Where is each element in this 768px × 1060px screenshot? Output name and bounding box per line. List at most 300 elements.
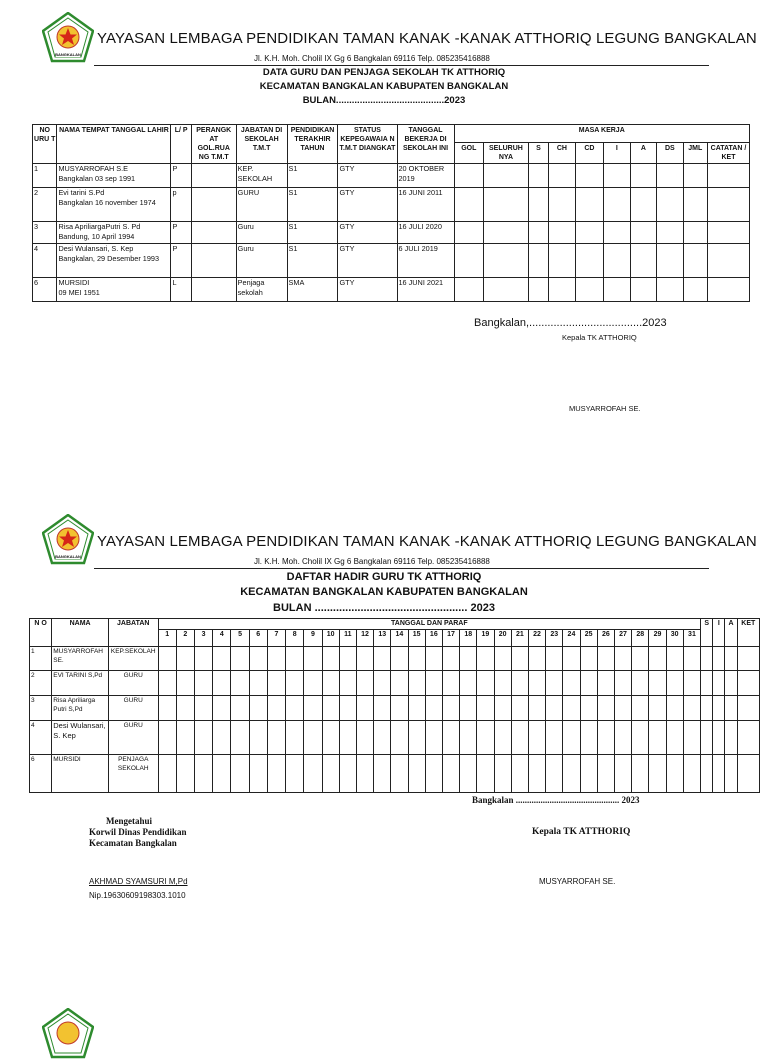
col-jml: JML	[683, 143, 707, 164]
attendance-cell[interactable]	[442, 671, 459, 696]
cell-name	[57, 164, 171, 188]
day-header: 14	[391, 630, 408, 647]
attendance-cell[interactable]	[477, 696, 494, 721]
attendance-cell[interactable]	[194, 696, 212, 721]
attendance-cell[interactable]	[425, 755, 442, 793]
attendance-cell[interactable]	[176, 721, 194, 755]
attendance-cell[interactable]	[546, 696, 563, 721]
cell-jabatan: GURU	[236, 188, 287, 222]
attendance-cell[interactable]	[701, 755, 713, 793]
attendance-cell[interactable]	[231, 755, 249, 793]
attendance-cell[interactable]	[176, 696, 194, 721]
attendance-cell[interactable]	[286, 721, 304, 755]
teacher-data-table	[32, 124, 750, 302]
attendance-cell[interactable]	[666, 721, 683, 755]
cell-pangkat	[191, 244, 236, 278]
attendance-cell[interactable]	[425, 721, 442, 755]
col-nama: NAMA TEMPAT TANGGAL LAHIR	[57, 125, 171, 164]
section2-period: BULAN .................................................. 2023	[273, 602, 495, 614]
attendance-cell[interactable]	[580, 671, 597, 696]
attendance-cell[interactable]	[737, 647, 759, 671]
attendance-cell[interactable]	[725, 755, 737, 793]
attendance-cell[interactable]	[528, 755, 545, 793]
korwil-title: Korwil Dinas Pendidikan	[89, 827, 187, 837]
attendance-cell[interactable]	[511, 647, 528, 671]
attendance-cell[interactable]	[683, 755, 700, 793]
attendance-cell[interactable]	[701, 647, 713, 671]
attendance-cell[interactable]	[408, 721, 425, 755]
cell-no: 1	[30, 647, 52, 671]
attendance-cell[interactable]	[374, 696, 391, 721]
attendance-cell[interactable]	[213, 696, 231, 721]
attendance-cell[interactable]	[356, 755, 373, 793]
official-nip: Nip.19630609198303.1010	[89, 891, 186, 900]
attendance-cell[interactable]	[701, 671, 713, 696]
day-header: 11	[339, 630, 356, 647]
attendance-cell[interactable]	[713, 721, 725, 755]
attendance-cell[interactable]	[580, 647, 597, 671]
org-name: YAYASAN LEMBAGA PENDIDIKAN TAMAN KANAK -KANAK ATTHORIQ LEGUNG BANGKALAN	[97, 533, 757, 550]
cell-name-text: Risa ApriliargaPutri S. Pd	[58, 222, 141, 231]
day-header: 21	[511, 630, 528, 647]
attendance-cell[interactable]	[322, 721, 339, 755]
attendance-cell[interactable]	[442, 696, 459, 721]
attendance-cell[interactable]	[425, 647, 442, 671]
cell-lp: P	[171, 164, 191, 188]
cell-lp: p	[171, 188, 191, 222]
attendance-cell[interactable]	[339, 647, 356, 671]
day-header: 19	[477, 630, 494, 647]
attendance-cell[interactable]	[158, 755, 176, 793]
attendance-cell[interactable]	[597, 721, 614, 755]
day-header: 8	[286, 630, 304, 647]
col-s: S	[701, 619, 713, 647]
table-row	[33, 164, 750, 188]
attendance-cell[interactable]	[701, 721, 713, 755]
attendance-cell[interactable]	[614, 755, 631, 793]
attendance-cell[interactable]	[391, 721, 408, 755]
table-row	[30, 755, 760, 793]
official-name: AKHMAD SYAMSURI M,Pd	[89, 877, 188, 886]
attendance-cell[interactable]	[580, 755, 597, 793]
attendance-cell[interactable]	[632, 671, 649, 696]
signer-name: MUSYARROFAH SE.	[539, 877, 616, 886]
cell-name-text: Desi Wulansari, S. Kep	[58, 244, 134, 253]
attendance-cell[interactable]	[546, 647, 563, 671]
attendance-cell[interactable]	[563, 647, 580, 671]
cell-pangkat	[191, 164, 236, 188]
day-header: 29	[649, 630, 666, 647]
cell-no: 6	[30, 755, 52, 793]
attendance-cell[interactable]	[477, 671, 494, 696]
cell-name: MURSIDI	[52, 755, 109, 793]
attendance-cell[interactable]	[231, 647, 249, 671]
attendance-cell[interactable]	[666, 671, 683, 696]
attendance-cell[interactable]	[725, 696, 737, 721]
cell-tanggal: 16 JULI 2020	[397, 222, 454, 244]
cell-name: Risa Apriliarga Putri S,Pd	[52, 696, 109, 721]
attendance-cell[interactable]	[356, 671, 373, 696]
attendance-cell[interactable]	[477, 721, 494, 755]
col-ket: KET	[737, 619, 759, 647]
day-header: 25	[580, 630, 597, 647]
attendance-cell[interactable]	[713, 647, 725, 671]
day-header: 24	[563, 630, 580, 647]
svg-text:BANGKALAN: BANGKALAN	[55, 554, 81, 559]
attendance-cell[interactable]	[391, 647, 408, 671]
attendance-cell[interactable]	[442, 647, 459, 671]
col-jabatan: JABATAN DI SEKOLAH T.M.T	[236, 125, 287, 164]
attendance-cell[interactable]	[649, 755, 666, 793]
attendance-cell[interactable]	[267, 647, 285, 671]
attendance-cell[interactable]	[511, 721, 528, 755]
cell-name-text: Evi tarini S.Pd	[58, 188, 105, 197]
attendance-cell[interactable]	[725, 647, 737, 671]
svg-text:BANGKALAN: BANGKALAN	[55, 52, 81, 57]
section1-subtitle: KECAMATAN BANGKALAN KABUPATEN BANGKALAN	[259, 81, 509, 92]
table-row	[33, 244, 750, 278]
korwil-area: Kecamatan Bangkalan	[89, 838, 177, 848]
attendance-cell[interactable]	[511, 696, 528, 721]
attendance-cell[interactable]	[213, 647, 231, 671]
attendance-cell[interactable]	[391, 696, 408, 721]
attendance-cell[interactable]	[231, 721, 249, 755]
attendance-cell[interactable]	[249, 721, 267, 755]
cell-pangkat	[191, 278, 236, 302]
attendance-cell[interactable]	[213, 671, 231, 696]
cell-pendidikan: S1	[287, 222, 338, 244]
cell-pendidikan: S1	[287, 244, 338, 278]
attendance-cell[interactable]	[158, 696, 176, 721]
attendance-cell[interactable]	[286, 647, 304, 671]
section1-period: BULAN.........................................2023	[302, 95, 466, 106]
attendance-cell[interactable]	[511, 755, 528, 793]
attendance-cell[interactable]	[597, 696, 614, 721]
attendance-cell[interactable]	[713, 671, 725, 696]
attendance-cell[interactable]	[286, 755, 304, 793]
cell-status: GTY	[338, 188, 397, 222]
attendance-cell[interactable]	[597, 755, 614, 793]
section1-title: DATA GURU DAN PENJAGA SEKOLAH TK ATTHORIQ	[262, 67, 506, 78]
attendance-cell[interactable]	[460, 721, 477, 755]
day-header: 23	[546, 630, 563, 647]
attendance-cell[interactable]	[649, 696, 666, 721]
attendance-cell[interactable]	[231, 696, 249, 721]
section2-title: DAFTAR HADIR GURU TK ATTHORIQ	[286, 571, 482, 583]
attendance-cell[interactable]	[356, 721, 373, 755]
col-tanggal: TANGGAL BEKERJA DI SEKOLAH INI	[397, 125, 454, 164]
cell-jabatan: GURU	[108, 671, 158, 696]
attendance-cell[interactable]	[563, 721, 580, 755]
attendance-cell[interactable]	[158, 721, 176, 755]
col-seluruh: SELURUH NYA	[484, 143, 529, 164]
attendance-cell[interactable]	[339, 671, 356, 696]
table-row	[30, 647, 760, 671]
attendance-cell[interactable]	[374, 671, 391, 696]
attendance-cell[interactable]	[442, 721, 459, 755]
col-a: A	[630, 143, 656, 164]
attendance-cell[interactable]	[322, 696, 339, 721]
cell-name: EVI TARINI S,Pd	[52, 671, 109, 696]
attendance-cell[interactable]	[391, 671, 408, 696]
attendance-cell[interactable]	[249, 755, 267, 793]
attendance-cell[interactable]	[528, 647, 545, 671]
cell-jabatan: KEP. SEKOLAH	[236, 164, 287, 188]
day-header: 9	[304, 630, 322, 647]
cell-pangkat	[191, 222, 236, 244]
attendance-cell[interactable]	[213, 755, 231, 793]
attendance-cell[interactable]	[249, 696, 267, 721]
attendance-cell[interactable]	[194, 755, 212, 793]
attendance-cell[interactable]	[176, 755, 194, 793]
day-header: 16	[425, 630, 442, 647]
attendance-cell[interactable]	[374, 647, 391, 671]
col-status: STATUS KEPEGAWAIA N T.M.T DIANGKAT	[338, 125, 397, 164]
day-header: 15	[408, 630, 425, 647]
attendance-cell[interactable]	[528, 671, 545, 696]
attendance-cell[interactable]	[158, 647, 176, 671]
attendance-cell[interactable]	[563, 671, 580, 696]
attendance-cell[interactable]	[737, 721, 759, 755]
attendance-cell[interactable]	[614, 721, 631, 755]
mengetahui-label: Mengetahui	[106, 816, 152, 826]
attendance-cell[interactable]	[546, 721, 563, 755]
attendance-cell[interactable]	[666, 696, 683, 721]
attendance-cell[interactable]	[176, 671, 194, 696]
attendance-cell[interactable]	[408, 671, 425, 696]
attendance-cell[interactable]	[460, 647, 477, 671]
attendance-cell[interactable]	[158, 671, 176, 696]
cell-status: GTY	[338, 222, 397, 244]
header-rule	[94, 568, 709, 569]
attendance-cell[interactable]	[632, 647, 649, 671]
attendance-cell[interactable]	[304, 671, 322, 696]
attendance-cell[interactable]	[713, 755, 725, 793]
col-i: I	[604, 143, 630, 164]
day-header: 10	[322, 630, 339, 647]
col-ds: DS	[657, 143, 683, 164]
attendance-cell[interactable]	[194, 721, 212, 755]
day-header: 20	[494, 630, 511, 647]
attendance-cell[interactable]	[737, 671, 759, 696]
attendance-cell[interactable]	[267, 696, 285, 721]
attendance-cell[interactable]	[425, 696, 442, 721]
attendance-cell[interactable]	[632, 755, 649, 793]
attendance-cell[interactable]	[477, 755, 494, 793]
cell-name: Desi Wulansari, S. Kep	[52, 721, 109, 755]
day-header: 5	[231, 630, 249, 647]
attendance-cell[interactable]	[391, 755, 408, 793]
attendance-cell[interactable]	[304, 696, 322, 721]
attendance-cell[interactable]	[666, 755, 683, 793]
day-header: 22	[528, 630, 545, 647]
attendance-cell[interactable]	[511, 671, 528, 696]
attendance-cell[interactable]	[374, 755, 391, 793]
attendance-cell[interactable]	[683, 721, 700, 755]
attendance-cell[interactable]	[701, 696, 713, 721]
attendance-cell[interactable]	[563, 755, 580, 793]
col-cd: CD	[575, 143, 604, 164]
day-header: 18	[460, 630, 477, 647]
attendance-cell[interactable]	[725, 721, 737, 755]
attendance-cell[interactable]	[460, 696, 477, 721]
day-header: 28	[632, 630, 649, 647]
col-ch: CH	[549, 143, 575, 164]
day-header: 30	[666, 630, 683, 647]
attendance-cell[interactable]	[194, 647, 212, 671]
attendance-cell[interactable]	[322, 755, 339, 793]
attendance-cell[interactable]	[528, 721, 545, 755]
cell-jabatan: GURU	[108, 721, 158, 755]
attendance-cell[interactable]	[213, 721, 231, 755]
attendance-cell[interactable]	[408, 696, 425, 721]
attendance-cell[interactable]	[267, 671, 285, 696]
table-row	[33, 278, 750, 302]
attendance-cell[interactable]	[339, 721, 356, 755]
attendance-cell[interactable]	[737, 755, 759, 793]
attendance-cell[interactable]	[580, 696, 597, 721]
cell-jabatan: Guru	[236, 222, 287, 244]
attendance-cell[interactable]	[494, 671, 511, 696]
table-row	[30, 721, 760, 755]
attendance-cell[interactable]	[597, 671, 614, 696]
table-row	[30, 671, 760, 696]
col-pangkat: PERANGK AT GOL.RUA NG T.M.T	[191, 125, 236, 164]
attendance-cell[interactable]	[442, 755, 459, 793]
attendance-cell[interactable]	[614, 696, 631, 721]
cell-tanggal: 16 JUNI 2021	[397, 278, 454, 302]
cell-pendidikan: S1	[287, 164, 338, 188]
attendance-cell[interactable]	[339, 696, 356, 721]
attendance-cell[interactable]	[649, 647, 666, 671]
attendance-cell[interactable]	[286, 696, 304, 721]
attendance-cell[interactable]	[460, 671, 477, 696]
cell-name	[57, 244, 171, 278]
attendance-cell[interactable]	[632, 721, 649, 755]
attendance-cell[interactable]	[614, 647, 631, 671]
col-i: I	[713, 619, 725, 647]
attendance-cell[interactable]	[304, 721, 322, 755]
attendance-cell[interactable]	[494, 647, 511, 671]
school-logo	[42, 514, 94, 566]
attendance-cell[interactable]	[322, 671, 339, 696]
attendance-cell[interactable]	[356, 696, 373, 721]
table-row	[33, 188, 750, 222]
attendance-cell[interactable]	[374, 721, 391, 755]
cell-lp: P	[171, 222, 191, 244]
attendance-cell[interactable]	[286, 671, 304, 696]
attendance-cell[interactable]	[683, 671, 700, 696]
cell-name	[57, 222, 171, 244]
cell-pendidikan: SMA	[287, 278, 338, 302]
day-header: 1	[158, 630, 176, 647]
cell-birth-text: Bangkalan 03 sep 1991	[58, 174, 136, 183]
col-a: A	[725, 619, 737, 647]
cell-no: 4	[33, 244, 57, 278]
attendance-cell[interactable]	[494, 721, 511, 755]
attendance-cell[interactable]	[249, 647, 267, 671]
attendance-cell[interactable]	[494, 755, 511, 793]
col-no: NO URU T	[33, 125, 57, 164]
cell-jabatan: GURU	[108, 696, 158, 721]
school-logo	[42, 12, 94, 64]
attendance-cell[interactable]	[322, 647, 339, 671]
attendance-cell[interactable]	[597, 647, 614, 671]
signer-title: Kepala TK ATTHORIQ	[532, 827, 631, 837]
attendance-cell[interactable]	[580, 721, 597, 755]
cell-tanggal: 6 JULI 2019	[397, 244, 454, 278]
cell-name-text: MURSIDI	[58, 278, 90, 287]
attendance-cell[interactable]	[477, 647, 494, 671]
attendance-cell[interactable]	[725, 671, 737, 696]
attendance-cell[interactable]	[460, 755, 477, 793]
attendance-cell[interactable]	[339, 755, 356, 793]
cell-no: 3	[30, 696, 52, 721]
signer-title: Kepala TK ATTHORIQ	[562, 333, 637, 342]
attendance-cell[interactable]	[494, 696, 511, 721]
attendance-cell[interactable]	[408, 755, 425, 793]
attendance-cell[interactable]	[632, 696, 649, 721]
day-header: 6	[249, 630, 267, 647]
cell-no: 2	[30, 671, 52, 696]
attendance-cell[interactable]	[546, 671, 563, 696]
attendance-cell[interactable]	[737, 696, 759, 721]
table-row	[33, 222, 750, 244]
cell-name	[57, 278, 171, 302]
attendance-cell[interactable]	[304, 755, 322, 793]
attendance-cell[interactable]	[649, 721, 666, 755]
signer-name: MUSYARROFAH SE.	[569, 404, 641, 413]
cell-jabatan: Guru	[236, 244, 287, 278]
attendance-cell[interactable]	[267, 721, 285, 755]
attendance-cell[interactable]	[683, 647, 700, 671]
cell-tanggal: 20 OKTOBER 2019	[397, 164, 454, 188]
attendance-cell[interactable]	[304, 647, 322, 671]
attendance-cell[interactable]	[231, 671, 249, 696]
attendance-cell[interactable]	[528, 696, 545, 721]
col-nama: NAMA	[52, 619, 109, 647]
place-date: Bangkalan,.....................................2023	[474, 317, 667, 329]
cell-no: 3	[33, 222, 57, 244]
cell-lp: P	[171, 244, 191, 278]
attendance-cell[interactable]	[614, 671, 631, 696]
table-row	[30, 696, 760, 721]
attendance-cell[interactable]	[666, 647, 683, 671]
cell-birth-text: Bandung, 10 April 1994	[58, 232, 135, 241]
attendance-cell[interactable]	[408, 647, 425, 671]
cell-jabatan: Penjaga sekolah	[236, 278, 287, 302]
cell-status: GTY	[338, 244, 397, 278]
attendance-cell[interactable]	[546, 755, 563, 793]
attendance-cell[interactable]	[649, 671, 666, 696]
attendance-cell[interactable]	[713, 696, 725, 721]
attendance-cell[interactable]	[356, 647, 373, 671]
section2-subtitle: KECAMATAN BANGKALAN KABUPATEN BANGKALAN	[240, 586, 528, 598]
day-header: 2	[176, 630, 194, 647]
attendance-cell[interactable]	[194, 671, 212, 696]
attendance-cell[interactable]	[683, 696, 700, 721]
attendance-cell[interactable]	[425, 671, 442, 696]
day-header: 17	[442, 630, 459, 647]
attendance-cell[interactable]	[176, 647, 194, 671]
col-jabatan: JABATAN	[108, 619, 158, 647]
attendance-cell[interactable]	[249, 671, 267, 696]
attendance-cell[interactable]	[563, 696, 580, 721]
cell-jabatan: PENJAGA SEKOLAH	[108, 755, 158, 793]
day-header: 7	[267, 630, 285, 647]
attendance-cell[interactable]	[267, 755, 285, 793]
col-gol: GOL	[454, 143, 484, 164]
